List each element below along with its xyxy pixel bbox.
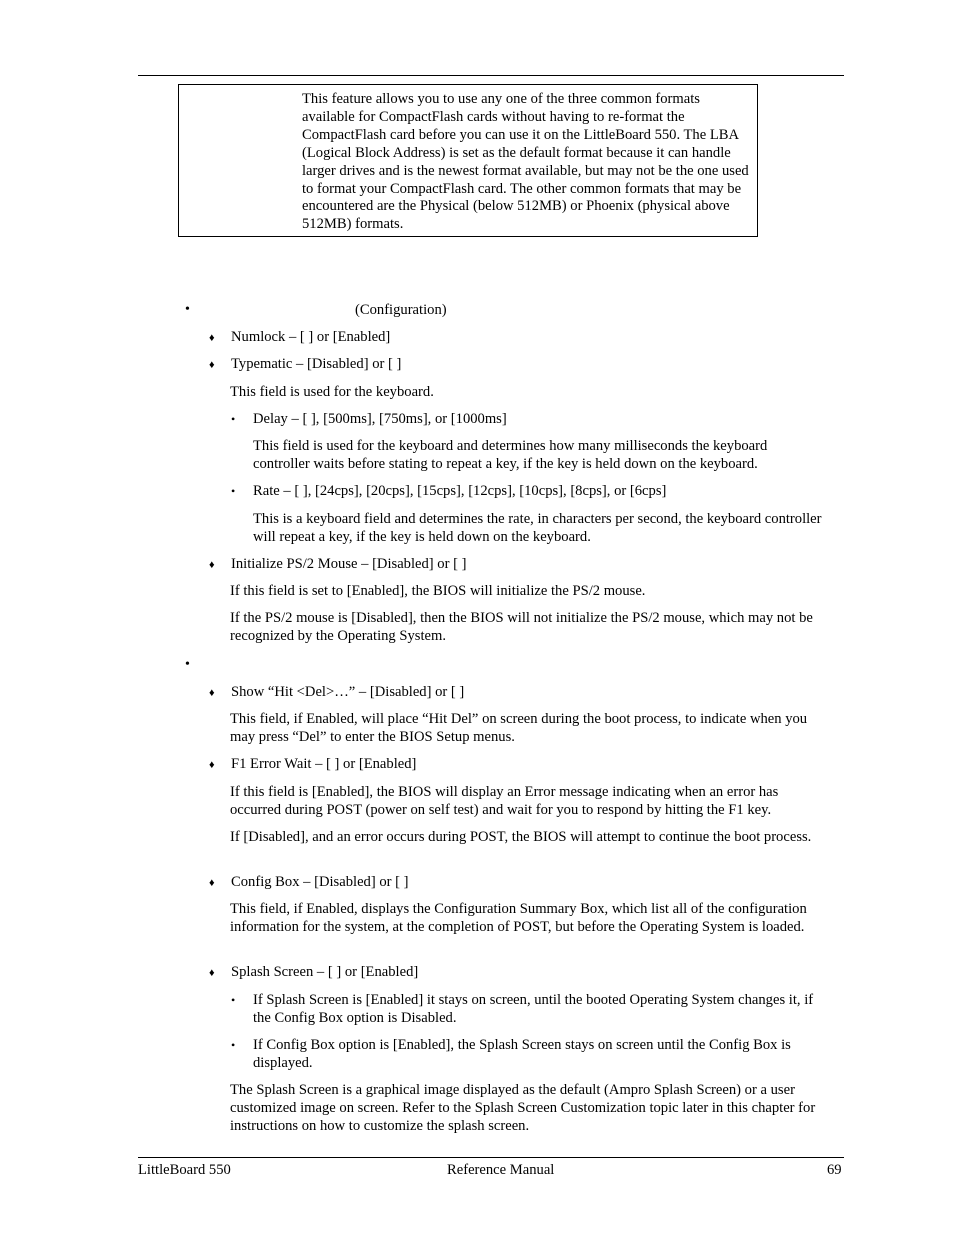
splash-screen-sub-1: If Splash Screen is [Enabled] it stays on screen, until the booted Operating System changes it, if the Config Box option is Disabled. xyxy=(253,992,814,1026)
diamond-bullet-icon: ♦ xyxy=(209,332,215,344)
ps2-mouse-option: Initialize PS/2 Mouse – [Disabled] or [ ] xyxy=(231,556,467,572)
typematic-option: Typematic – [Disabled] or [ ] xyxy=(231,356,402,372)
diamond-bullet-icon: ♦ xyxy=(209,877,215,889)
ps2-mouse-description-2: If the PS/2 mouse is [Disabled], then the BIOS will not initialize the PS/2 mouse, which may not be recognized by the Operating System. xyxy=(230,610,813,644)
page-number: 69 xyxy=(827,1162,842,1178)
sub-bullet-icon: • xyxy=(231,993,236,1007)
splash-screen-option: Splash Screen – [ ] or [Enabled] xyxy=(231,964,419,980)
section-bullet: • xyxy=(185,657,190,672)
diamond-bullet-icon: ♦ xyxy=(209,759,215,771)
diamond-bullet-icon: ♦ xyxy=(209,559,215,571)
delay-option: Delay – [ ], [500ms], [750ms], or [1000ms] xyxy=(253,411,507,427)
footer-rule xyxy=(138,1157,844,1158)
f1-error-wait-description-1: If this field is [Enabled], the BIOS will display an Error message indicating when an error has occurred during POST (power on self test) and wait for you to respond by hitting the F1 key. xyxy=(230,784,779,818)
ps2-mouse-description-1: If this field is set to [Enabled], the BIOS will initialize the PS/2 mouse. xyxy=(230,583,646,599)
header-rule xyxy=(138,75,844,76)
config-box-description: This field, if Enabled, displays the Configuration Summary Box, which list all of the configuration information for the system, at the completion of POST, but before the Operating System is loaded. xyxy=(230,901,807,935)
f1-error-wait-description-2: If [Disabled], and an error occurs during POST, the BIOS will attempt to continue the boot process. xyxy=(230,829,812,845)
footer-product: LittleBoard 550 xyxy=(138,1162,231,1178)
sub-bullet-icon: • xyxy=(231,1038,236,1052)
config-box-option: Config Box – [Disabled] or [ ] xyxy=(231,874,409,890)
numlock-option: Numlock – [ ] or [Enabled] xyxy=(231,329,391,345)
section-heading: (Configuration) xyxy=(355,302,447,318)
splash-screen-sub-2: If Config Box option is [Enabled], the Splash Screen stays on screen until the Config Box is displayed. xyxy=(253,1037,791,1071)
diamond-bullet-icon: ♦ xyxy=(209,967,215,979)
delay-description: This field is used for the keyboard and determines how many milliseconds the keyboard controller waits before stating to repeat a key, if the key is held down on the keyboard. xyxy=(253,438,768,472)
splash-screen-description: The Splash Screen is a graphical image displayed as the default (Ampro Splash Screen) or a user customized image on screen. Refer to the Splash Screen Customization topic later in this chapter for instructions on how to customize the splash screen. xyxy=(230,1082,816,1134)
section-bullet: • xyxy=(185,302,190,317)
sub-bullet-icon: • xyxy=(231,412,236,426)
note-box xyxy=(178,84,758,237)
note-text: This feature allows you to use any one of the three common formats available for CompactFlash cards without having to re-format the CompactFlash card before you can use it on the LittleBoard 550. The LBA (Logical Block Address) is set as the default format because it can handle larger drives and is the newest format available, but may not be the one used to format your CompactFlash card. The other common formats that may be encountered are the Physical (below 512MB) or Phoenix (physical above 512MB) formats. xyxy=(302,91,749,233)
hit-del-description: This field, if Enabled, will place “Hit Del” on screen during the boot process, to indicate when you may press “Del” to enter the BIOS Setup menus. xyxy=(230,711,808,745)
diamond-bullet-icon: ♦ xyxy=(209,687,215,699)
f1-error-wait-option: F1 Error Wait – [ ] or [Enabled] xyxy=(231,756,417,772)
rate-description: This is a keyboard field and determines the rate, in characters per second, the keyboard controller will repeat a key, if the key is held down on the keyboard. xyxy=(253,511,822,545)
hit-del-option: Show “Hit <Del>…” – [Disabled] or [ ] xyxy=(231,684,465,700)
typematic-description: This field is used for the keyboard. xyxy=(230,384,434,400)
rate-option: Rate – [ ], [24cps], [20cps], [15cps], [12cps], [10cps], [8cps], or [6cps] xyxy=(253,483,667,499)
diamond-bullet-icon: ♦ xyxy=(209,359,215,371)
sub-bullet-icon: • xyxy=(231,484,236,498)
footer-title: Reference Manual xyxy=(447,1162,555,1178)
